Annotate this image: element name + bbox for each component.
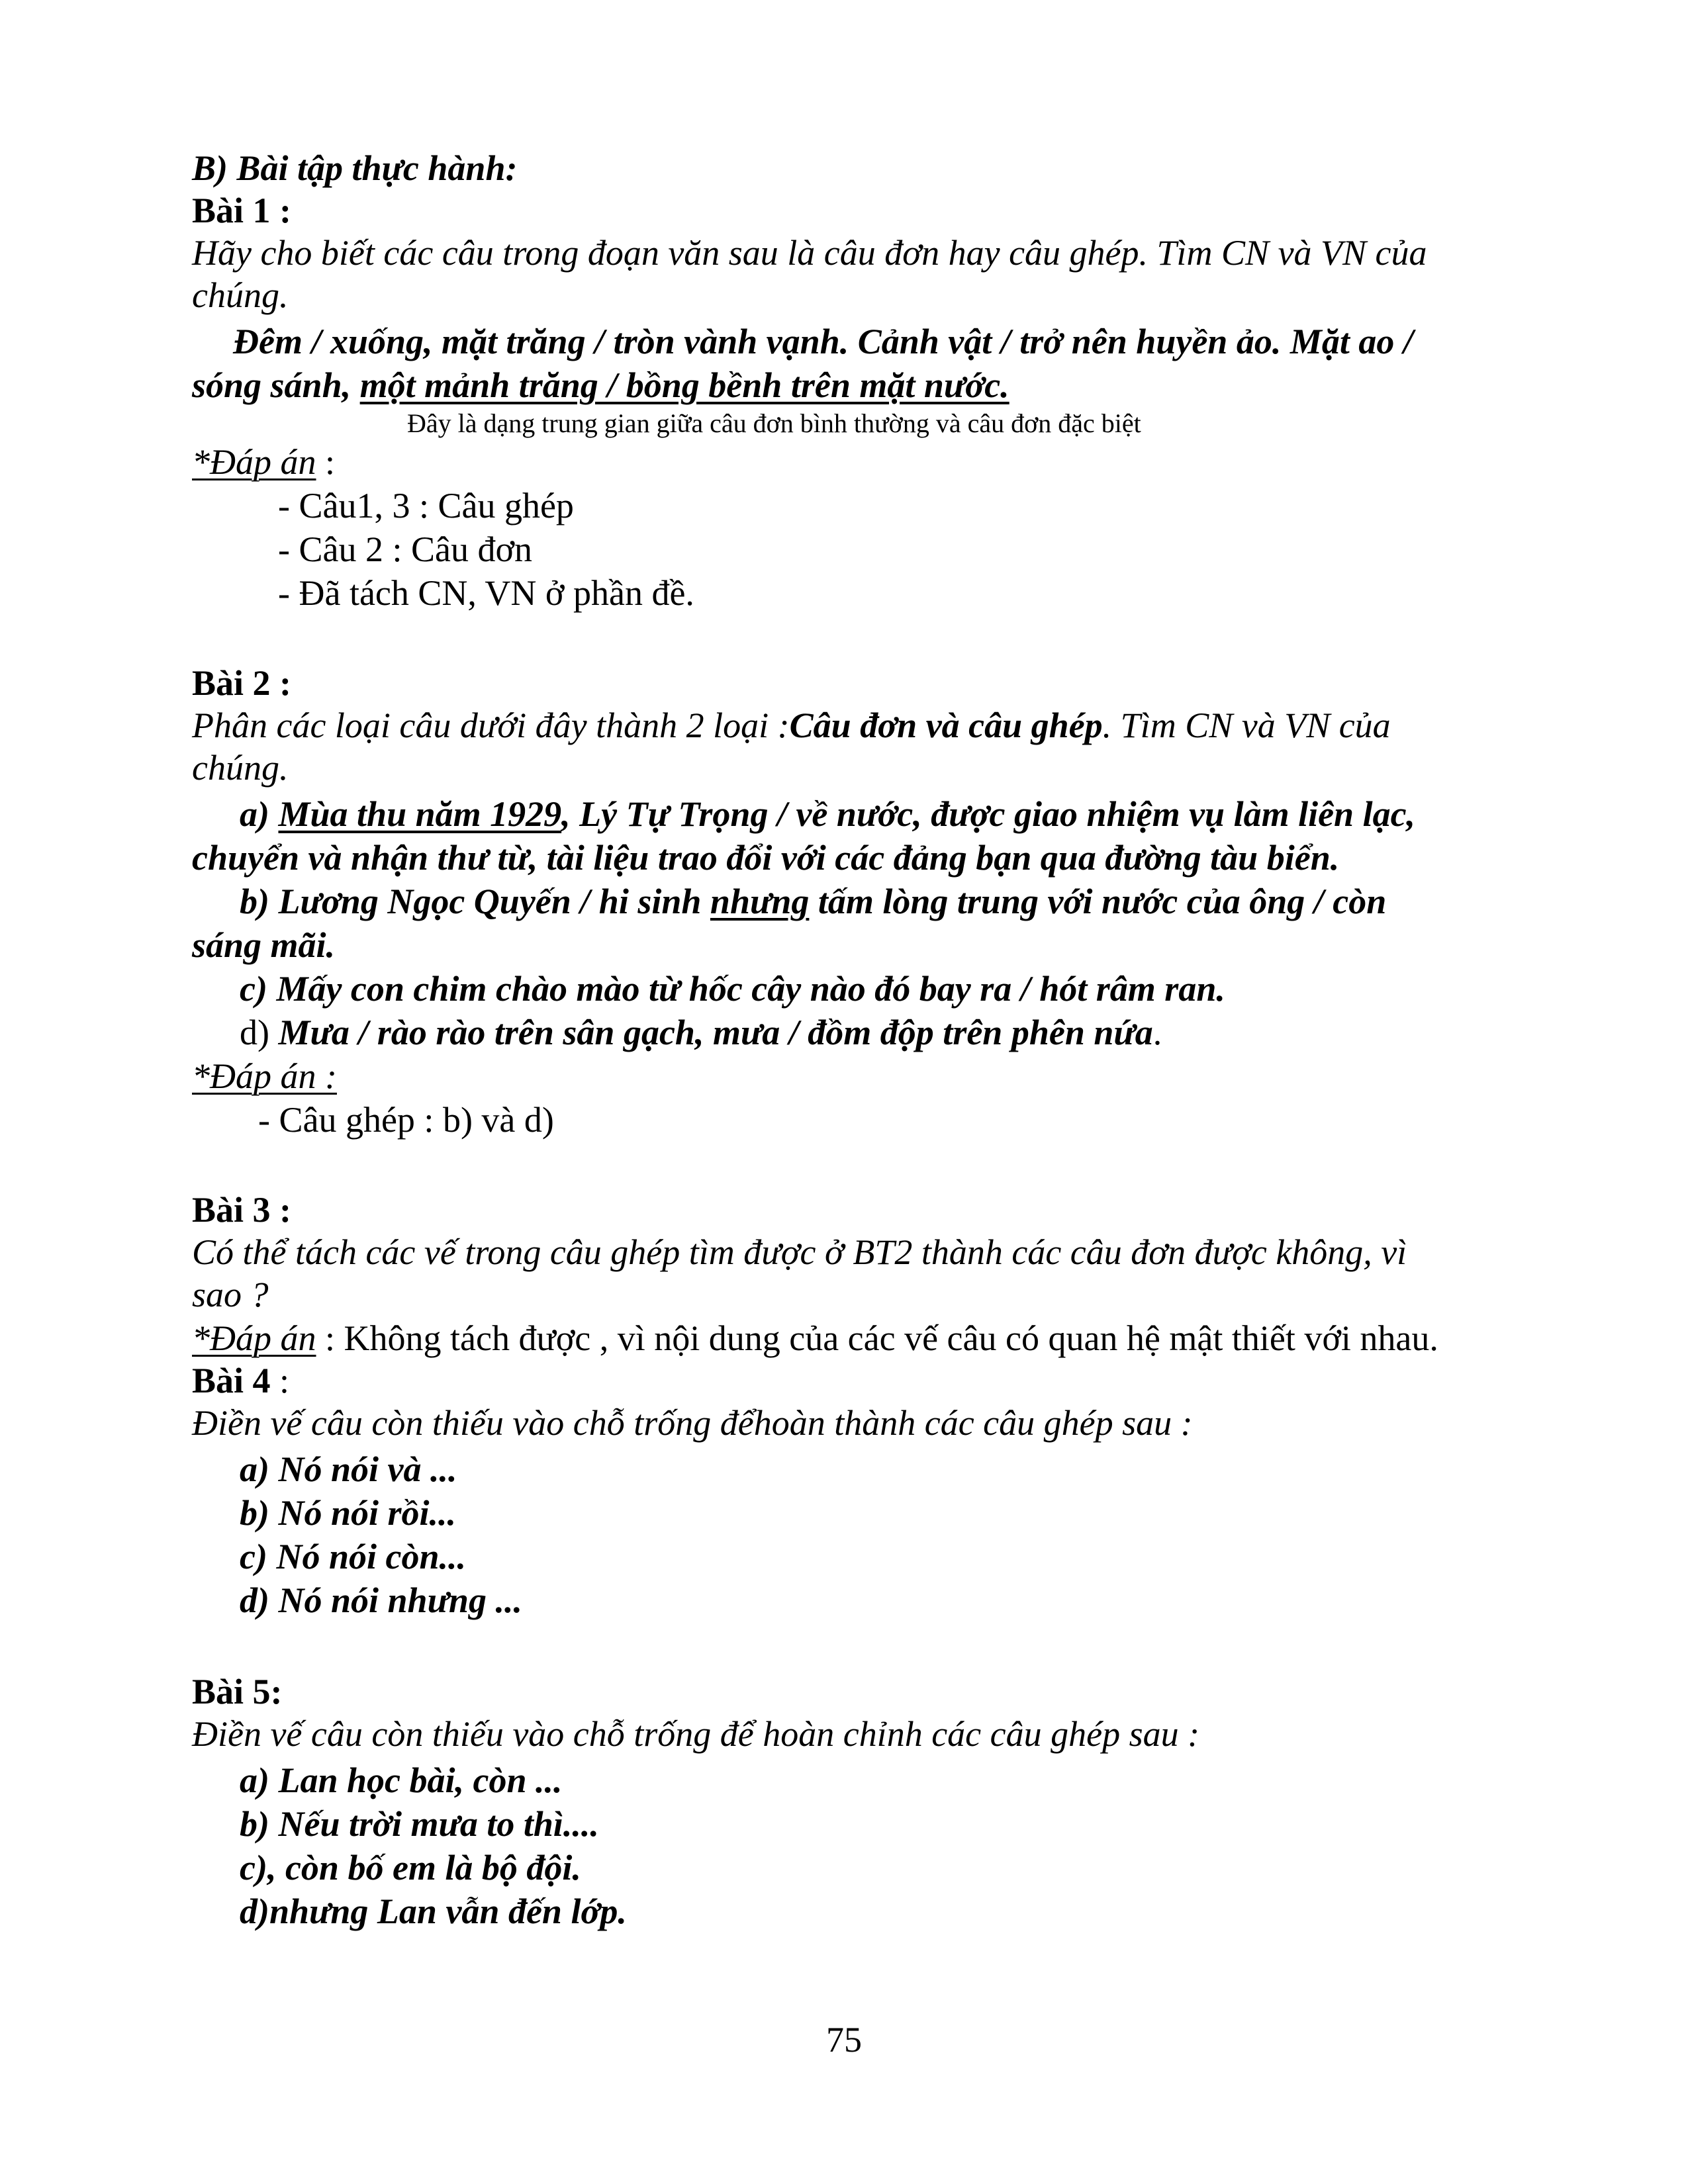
bai1-text-line2-underlined: một mảnh trăng / bồng bềnh trên mặt nước. [359,365,1009,405]
bai4-heading-bold: Bài 4 [192,1361,271,1400]
bai2-item-d [240,1011,1162,1054]
bai4-item-b: b) Nó nói rồi... [240,1493,457,1533]
bai2-prompt-line1 [192,704,1391,747]
bai2-prompt-a: Phân các loại câu dưới đây thành 2 loại : [192,705,790,745]
bai5-prompt: Điền vế câu còn thiếu vào chỗ trống để hoàn chỉnh các câu ghép sau : [192,1714,1200,1754]
bai2-answer-label-text: *Đáp án : [192,1056,337,1096]
bai1-note: Đây là dạng trung gian giữa câu đơn bình thường và câu đơn đặc biệt [407,408,1141,438]
bai1-answer-colon: : [316,442,336,482]
bai1-prompt-line2: chúng. [192,275,289,315]
bai1-text-line2-a: sóng sánh, [192,365,360,405]
bai1-answer-line [192,441,335,483]
bai1-prompt-line1: Hãy cho biết các câu trong đoạn văn sau là câu đơn hay câu ghép. Tìm CN và VN của [192,233,1427,273]
bai4-prompt: Điền vế câu còn thiếu vào chỗ trống đểhoàn thành các câu ghép sau : [192,1403,1193,1443]
bai1-text-line1: Đêm / xuống, mặt trăng / tròn vành vạnh. Cảnh vật / trở nên huyền ảo. Mặt ao / [233,322,1413,361]
bai2-item-a-prefix: a) [240,794,279,834]
bai2-item-b-underlined: nhưng [710,882,810,921]
bai2-item-a-rest: , Lý Tự Trọng / về nước, được giao nhiệm vụ làm liên lạc, [561,794,1416,834]
bai5-item-a: a) Lan học bài, còn ... [240,1760,563,1800]
bai4-item-d: d) Nó nói nhưng ... [240,1580,522,1620]
bai1-text-line2 [192,364,1009,406]
bai3-answer-text: : Không tách được , vì nội dung của các vế câu có quan hệ mật thiết với nhau. [316,1318,1438,1358]
bai2-prompt-line2: chúng. [192,748,289,788]
bai4-heading-colon: : [270,1361,290,1400]
bai2-answer-label [192,1055,337,1097]
bai4-item-c: c) Nó nói còn... [240,1537,466,1576]
page-number: 75 [826,2020,862,2060]
bai2-item-d-prefix: d) [240,1013,279,1052]
bai2-heading: Bài 2 : [192,663,292,703]
bai2-item-d-end: . [1152,1013,1162,1052]
bai1-answer-3: - Đã tách CN, VN ở phần đề. [278,573,694,613]
bai3-answer [192,1317,1438,1359]
bai2-item-a-line1 [240,793,1415,835]
bai4-heading [192,1359,289,1402]
bai5-item-b: b) Nếu trời mưa to thì.... [240,1804,599,1844]
bai3-prompt-line1: Có thể tách các vế trong câu ghép tìm được ở BT2 thành các câu đơn được không, vì [192,1232,1407,1272]
bai3-prompt-line2: sao ? [192,1275,269,1314]
bai1-heading: Bài 1 : [192,191,292,230]
bai2-prompt-c: . Tìm CN và VN của [1102,705,1391,745]
bai5-heading: Bài 5: [192,1672,283,1711]
bai3-answer-label: *Đáp án [192,1318,316,1358]
bai3-heading: Bài 3 : [192,1190,292,1230]
bai1-answer-1: - Câu1, 3 : Câu ghép [278,486,574,525]
bai2-item-a-line2: chuyển và nhận thư từ, tài liệu trao đổi với các đảng bạn qua đường tàu biển. [192,838,1340,878]
section-title: B) Bài tập thực hành: [192,148,518,188]
bai2-answer: - Câu ghép : b) và d) [258,1100,554,1140]
bai2-prompt-bold: Câu đơn và câu ghép [789,705,1103,745]
bai2-item-c: c) Mấy con chim chào mào từ hốc cây nào đó bay ra / hót râm ran. [240,969,1225,1009]
bai2-item-b-line2: sáng mãi. [192,925,336,965]
bai1-answer-label: *Đáp án [192,442,316,482]
bai2-item-b-prefix: b) Lương Ngọc Quyến / hi sinh [240,882,710,921]
bai2-item-a-underlined: Mùa thu năm 1929 [278,794,562,834]
bai2-item-b-rest: tấm lòng trung với nước của ông / còn [809,882,1387,921]
bai2-item-b-line1 [240,880,1386,923]
bai4-item-a: a) Nó nói và ... [240,1449,457,1489]
bai1-answer-2: - Câu 2 : Câu đơn [278,529,533,569]
bai2-item-d-text: Mưa / rào rào trên sân gạch, mưa / đồm độp trên phên nứa [278,1013,1153,1052]
bai5-item-d: d)nhưng Lan vẫn đến lớp. [240,1891,627,1931]
bai5-item-c: c), còn bố em là bộ đội. [240,1848,581,1888]
